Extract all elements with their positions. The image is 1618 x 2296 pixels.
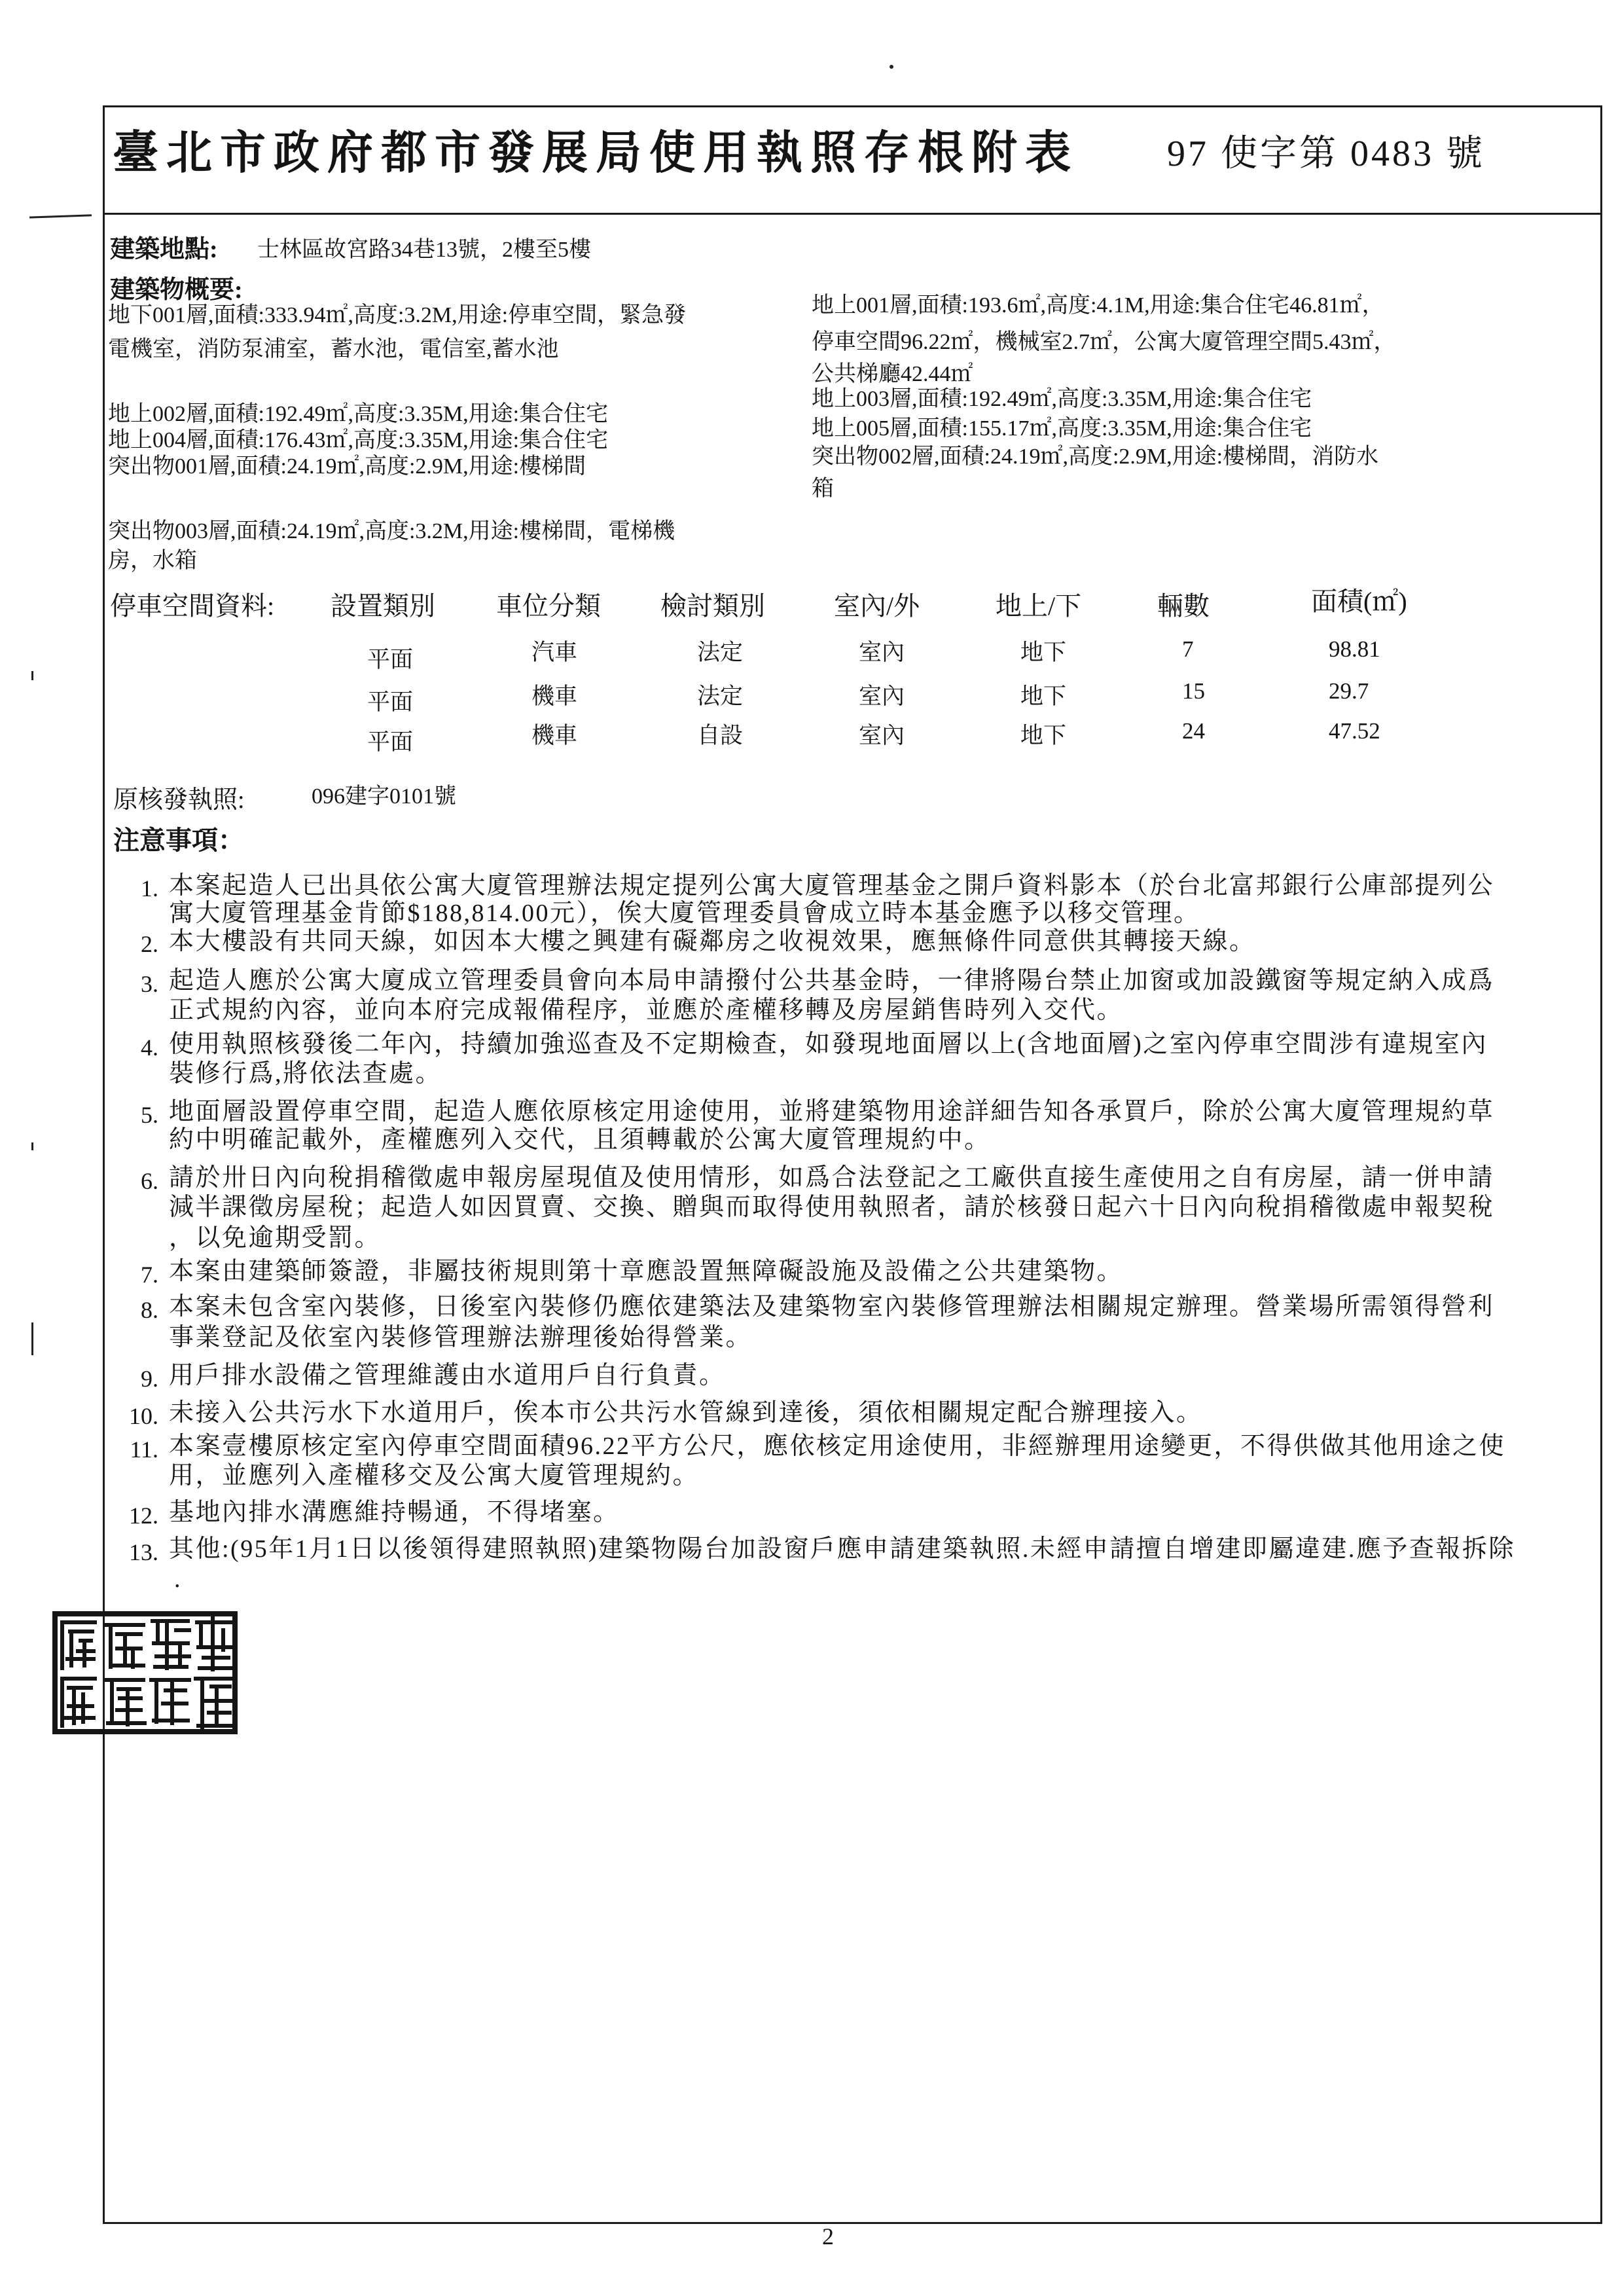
parking-cell: 平面 [367, 647, 414, 672]
overview-line: 公共梯廳42.44㎡ [812, 362, 973, 386]
note-line: 地面層設置停車空間，起造人應依原核定用途使用，並將建築物用途詳細告知各承買戶，除於公寓大廈管理規約草 [169, 1098, 1495, 1125]
overview-line: 地上002層,面積:192.49㎡,高度:3.35M,用途:集合住宅 [108, 402, 609, 426]
note-line: 用，並應列入產權移交及公寓大廈管理規約。 [169, 1462, 700, 1489]
parking-header-cell: 檢討類別 [660, 591, 765, 621]
scan-mark [29, 214, 92, 218]
note-number: 3. [141, 971, 158, 997]
parking-header-cell: 車位分類 [496, 591, 601, 621]
note-number: 11. [130, 1436, 158, 1463]
overview-line: 地上004層,面積:176.43㎡,高度:3.35M,用途:集合住宅 [108, 428, 609, 452]
note-number: 4. [141, 1034, 158, 1061]
overview-line: 地上001層,面積:193.6㎡,高度:4.1M,用途:集合住宅46.81㎡， [812, 293, 1384, 318]
note-number: 1. [141, 875, 158, 902]
note-line: 本案未包含室內裝修，日後室內裝修仍應依建築法及建築物室內裝修管理辦法相關規定辦理。營業場所需領得營利 [169, 1293, 1495, 1321]
note-line: 未接入公共污水下水道用戶，俟本市公共污水管線到達後，須依相關規定配合辦理接入。 [169, 1399, 1203, 1427]
page-number: 2 [822, 2223, 834, 2250]
parking-cell: 機車 [531, 683, 578, 709]
parking-cell: 24 [1182, 718, 1205, 744]
note-number: 7. [141, 1262, 158, 1288]
note-number: 12. [129, 1503, 158, 1529]
site-value: 士林區故宮路34巷13號，2樓至5樓 [257, 238, 591, 262]
site-label: 建築地點: [110, 236, 218, 263]
overview-line: 地下001層,面積:333.94㎡,高度:3.2M,用途:停車空間，緊急發 [108, 303, 687, 327]
note-line: 約中明確記載外，產權應列入交代，且須轉載於公寓大廈管理規約中。 [169, 1126, 991, 1154]
note-line: 用戶排水設備之管理維護由水道用戶自行負責。 [169, 1362, 726, 1389]
overview-line: 電機室，消防泵浦室，蓄水池，電信室,蓄水池 [108, 337, 559, 361]
overview-line: 停車空間96.22㎡，機械室2.7㎡，公寓大廈管理空間5.43㎡， [812, 330, 1396, 354]
parking-cell: 地下 [1020, 723, 1067, 748]
parking-cell: 47.52 [1329, 718, 1380, 744]
note-number: 2. [141, 931, 158, 957]
note-line: 本案起造人已出具依公寓大廈管理辦法規定提列公寓大廈管理基金之開戶資料影本（於台北富邦銀行公庫部提列公 [169, 872, 1495, 900]
parking-cell: 地下 [1020, 683, 1067, 709]
note-number: 8. [141, 1297, 158, 1323]
original-license-value: 096建字0101號 [312, 784, 456, 809]
overview-line: 箱 [812, 477, 834, 501]
note-line: ，以免逾期受罰。 [169, 1224, 382, 1252]
note-line: 本案由建築師簽證，非屬技術規則第十章應設置無障礙設施及設備之公共建築物。 [169, 1258, 1124, 1285]
parking-cell: 機車 [531, 723, 578, 748]
note-line: . [174, 1565, 182, 1593]
original-license-label: 原核發執照: [113, 786, 245, 814]
parking-cell: 平面 [367, 689, 414, 715]
scan-dot [890, 65, 893, 69]
note-line: 其他:(95年1月1日以後領得建照執照)建築物陽台加設窗戶應申請建築執照.未經申請擅自增建即屬違建.應予查報拆除 [169, 1535, 1515, 1563]
parking-cell: 室內 [859, 683, 905, 709]
overview-line: 房，水箱 [108, 549, 197, 573]
parking-cell: 法定 [697, 640, 744, 665]
permit-number: 97 使字第 0483 號 [1167, 134, 1485, 174]
overview-line: 突出物001層,面積:24.19㎡,高度:2.9M,用途:樓梯間 [108, 454, 586, 479]
overview-line: 地上003層,面積:192.49㎡,高度:3.35M,用途:集合住宅 [812, 387, 1312, 411]
scan-mark [31, 671, 33, 680]
parking-label: 停車空間資料: [110, 591, 275, 621]
parking-cell: 7 [1182, 636, 1194, 662]
note-line: 請於卅日內向稅捐稽徵處申報房屋現值及使用情形，如爲合法登記之工廠供直接生產使用之自有房屋，請一併申請 [169, 1164, 1495, 1192]
document-title: 臺北市政府都市發展局使用執照存根附表 [113, 128, 1079, 179]
parking-cell: 室內 [859, 640, 905, 665]
overview-line: 突出物003層,面積:24.19㎡,高度:3.2M,用途:樓梯間，電梯機 [108, 519, 675, 543]
parking-cell: 法定 [697, 683, 744, 709]
note-line: 減半課徵房屋稅；起造人如因買賣、交換、贈與而取得使用執照者，請於核發日起六十日內向稅捐稽徵處申報契稅 [169, 1194, 1495, 1221]
note-number: 10. [129, 1403, 158, 1429]
parking-cell: 自設 [697, 723, 744, 748]
note-number: 9. [141, 1366, 158, 1392]
official-seal [52, 1611, 238, 1735]
parking-header-cell: 室內/外 [834, 591, 920, 621]
parking-header-cell: 地上/下 [996, 591, 1082, 621]
parking-cell: 15 [1182, 678, 1205, 704]
parking-cell: 平面 [367, 729, 414, 755]
scan-mark [31, 1142, 33, 1150]
notes-label: 注意事項： [113, 826, 244, 855]
note-line: 寓大廈管理基金肯節$188,814.00元），俟大廈管理委員會成立時本基金應予以移交管理。 [169, 900, 1200, 927]
note-line: 正式規約內容，並向本府完成報備程序，並應於產權移轉及房屋銷售時列入交代。 [169, 996, 1124, 1024]
parking-header-cell: 設置類別 [331, 591, 435, 621]
parking-cell: 室內 [859, 723, 905, 748]
parking-cell: 29.7 [1329, 678, 1369, 704]
note-line: 事業登記及依室內裝修管理辦法辦理後始得營業。 [169, 1324, 753, 1351]
parking-cell: 地下 [1020, 640, 1067, 665]
parking-header-cell: 面積(㎡) [1311, 587, 1407, 616]
parking-cell: 汽車 [531, 640, 578, 665]
note-number: 5. [141, 1102, 158, 1128]
note-line: 裝修行爲,將依法查處。 [169, 1060, 442, 1087]
parking-header-cell: 輛數 [1157, 591, 1210, 621]
note-number: 13. [129, 1539, 158, 1565]
note-line: 使用執照核發後二年內，持續加強巡查及不定期檢查，如發現地面層以上(含地面層)之室內停車空間涉有違規室內 [169, 1030, 1488, 1058]
note-line: 本大樓設有共同天線，如因本大樓之興建有礙鄰房之收視效果，應無條件同意供其轉接天線。 [169, 928, 1256, 955]
scan-mark [31, 1322, 33, 1355]
note-line: 本案壹樓原核定室內停車空間面積96.22平方公尺，應依核定用途使用，非經辦理用途變更，不得供做其他用途之使 [169, 1432, 1506, 1460]
overview-line: 突出物002層,面積:24.19㎡,高度:2.9M,用途:樓梯間，消防水 [812, 445, 1379, 469]
note-number: 6. [141, 1168, 158, 1194]
header-divider [103, 213, 1602, 215]
overview-label: 建築物概要: [110, 276, 243, 304]
parking-cell: 98.81 [1329, 636, 1380, 662]
note-line: 基地內排水溝應維持暢通，不得堵塞。 [169, 1499, 620, 1526]
overview-line: 地上005層,面積:155.17㎡,高度:3.35M,用途:集合住宅 [812, 416, 1312, 441]
note-line: 起造人應於公寓大廈成立管理委員會向本局申請撥付公共基金時，一律將陽台禁止加窗或加設鐵窗等規定納入成爲 [169, 967, 1495, 994]
